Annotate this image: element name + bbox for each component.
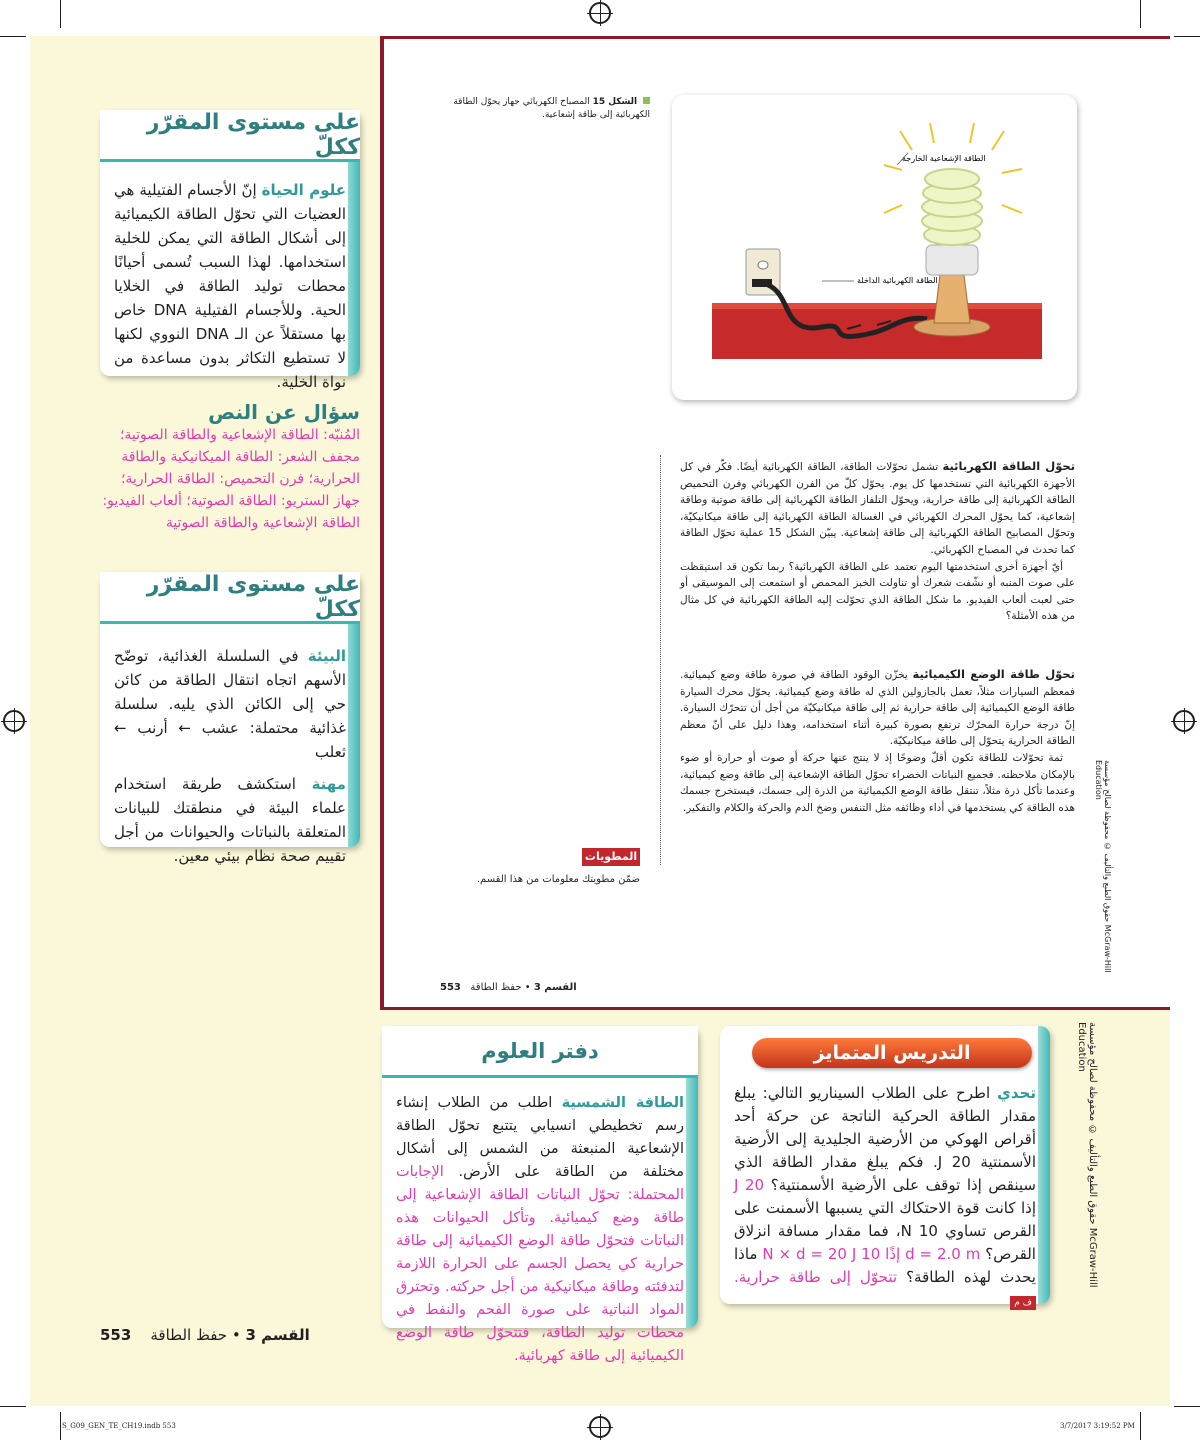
teacher-page-footer: القسم 3 • حفظ الطاقة 553 [100, 1326, 310, 1344]
keyword-life-sciences: علوم الحياة [261, 181, 346, 199]
section-title: حفظ الطاقة [150, 1326, 228, 1344]
differentiated-instruction-title: التدريس المتمايز [752, 1038, 1032, 1068]
question-about-text [100, 400, 360, 534]
answer-text: d = 2.0 m إذًا 10 N × d = 20 J [762, 1245, 981, 1263]
box-header [100, 110, 360, 162]
box-text: ماذا يحدث لهذه الطاقة؟ [734, 1245, 1036, 1286]
section-paragraph: يخزّن الوقود الطاقة في صورة طاقة وضع كيميائية. فمعظم السيارات مثلاً، تعمل بالجازولين الذي له طاقة وضع كيميائية. يحوّل محرك السيارة طاقة الوضع الكيميائية إلى طاقة حرارية ثم إلى طاقة ميكانيكيّة من أجل أن تتحرّك السيارة. إنّ درجة حرارة المحرّك ترتفع بصورة كبيرة أثناء استخدامه، وهذا دليل على أنّ معظم الطاقة الحرارية يتحوّل إلى طاقة ميكانيكيّة. [680, 669, 1075, 748]
box-title: على مستوى المقرّر ككلّ [146, 571, 360, 622]
keyword-environment: البيئة [307, 647, 346, 665]
section-electrical-energy [680, 458, 1075, 625]
column-divider [660, 455, 661, 865]
box-body [114, 644, 346, 868]
section-paragraph: أيّ أجهزة أخرى استخدمتها اليوم تعتمد على الطاقة الكهربائية؟ ربما تكون قد استيقظت على صوت المنبه أو نشّفت شعرك أو تناولت الخبز المحمص أو استمعت إلى الموسيقى أو حتى لعبت ألعاب الفيديو. ما شكل الطاقة الذي تحوّلت إليه الطاقة الكهربائية في كل مثال من هذه الأمثلة؟ [680, 560, 1075, 623]
section-number: القسم 3 [245, 1326, 310, 1344]
foldables-tag: المطويات [582, 848, 640, 866]
crop-mark [1174, 1406, 1200, 1407]
publisher-credit: حقوق الطبع والتأليف © محفوظة لصالح مؤسسة McGraw-Hill Education [1076, 1022, 1098, 1288]
answer-text: 20 J [734, 1176, 765, 1194]
section-number: القسم 3 [533, 982, 577, 993]
keyword-career: مهنة [311, 775, 346, 793]
slug-timestamp: 3/7/2017 3:19:52 PM [1060, 1422, 1135, 1430]
label-electric-in: الطاقة الكهربائية الداخلة [857, 276, 938, 285]
bullet-square-icon [643, 97, 650, 104]
box-title: على مستوى المقرّر ككلّ [146, 109, 360, 160]
page-number: 553 [100, 1326, 132, 1344]
whole-course-box [100, 571, 360, 865]
page-number: 553 [440, 982, 461, 993]
section-heading: تحوّل طاقة الوضع الكيميائية [912, 667, 1075, 681]
section-chemical-energy [680, 666, 1075, 816]
keyword-challenge: تحدي [997, 1084, 1036, 1102]
science-notebook-box [382, 1026, 698, 1364]
section-heading: تحوّل الطاقة الكهربائية [942, 459, 1076, 473]
level-badge: ف م [1010, 1296, 1036, 1310]
foldables-text: ضمّن مطويتك معلومات من هذا القسم. [476, 874, 640, 885]
question-answer: المُنبّه: الطاقة الإشعاعية والطاقة الصوتية؛ مجفف الشعر: الطاقة الميكانيكية والطاقة الحرارية؛ فرن التحميص: الطاقة الحرارية؛ جهاز الستريو: الطاقة الصوتية؛ ألعاب الفيديو: الطاقة الإشعاعية والطاقة الصوتية [102, 427, 360, 531]
question-title: سؤال عن النص [208, 400, 360, 424]
figure-caption-text: المصباح الكهربائي جهاز يحوّل الطاقة الكهربائية إلى طاقة إشعاعية. [453, 97, 650, 120]
light-bulb-figure [672, 95, 1077, 400]
lamp-stand [934, 275, 970, 323]
answer-text: تتحوّل إلى طاقة حرارية. [734, 1268, 898, 1286]
registration-mark-icon [1173, 710, 1195, 732]
crop-mark [1174, 36, 1200, 37]
box-text: إنّ الأجسام الفتيلية هي العضيات التي تحوّل الطاقة الكيميائية إلى أشكال الطاقة التي يمكن للخلية استخدامها. لهذا السبب تُسمى أحيانًا محطات توليد الطاقة في الخلايا الحية. وللأجسام الفتيلية DNA خاص بها مستقلاً عن الـ DNA النووي لكنها لا تستطيع التكاثر بدون مساعدة من نواة الخلية. [114, 181, 346, 391]
crop-mark [1140, 1412, 1141, 1440]
keyword-solar-energy: الطاقة الشمسية [561, 1095, 684, 1111]
box-header [382, 1026, 698, 1078]
box-body [396, 1092, 684, 1368]
box-text: اطلب من الطلاب إنشاء رسم تخطيطي انسيابي يتتبع تحوّل الطاقة الإشعاعية المنبعثة من الشمس إلى أشكال مختلفة من الطاقة على الأرض. [396, 1095, 684, 1180]
publisher-credit: حقوق الطبع والتأليف © محفوظة لصالح مؤسسة McGraw-Hill Education [1094, 760, 1112, 973]
figure-caption [440, 96, 650, 122]
section-paragraph: تشمل تحوّلات الطاقة، الطاقة الكهربائية أيضًا. فكّر في كل الأجهزة الكهربائية التي تستخدمها كل يوم. يحوّل كلّ من الفرن الكهربائي وفرن التحميص الطاقة الكهربائية إلى طاقة حرارية، ويحوّل التلفاز الطاقة الكهربائية إلى طاقة صوتية وطاقة إشعاعية، كما يحوّل المحرك الكهربائي في الغسالة الطاقة الكهربائية إلى طاقة ميكانيكيّة، وتحوّل المصابيح الطاقة الكهربائية إلى طاقة إشعاعية. يبيّن الشكل 15 عملية تحوّل الطاقة كما تحدث في المصباح الكهربائي. [680, 461, 1075, 556]
box-body [114, 178, 346, 394]
crop-mark [60, 1412, 61, 1440]
box-text: إذا كانت قوة الاحتكاك التي يسببها الأسمنت على القرص تساوي N 10، فما مقدار مسافة انزلاق القرص؟ [734, 1199, 1037, 1263]
box-text: استكشف طريقة استخدام علماء البيئة في منطقتك للبيانات المتعلقة بالنباتات والحيوانات من أجل تقييم صحة نظام بيئي معين. [114, 775, 346, 865]
registration-mark-icon [589, 1416, 611, 1438]
box-body [734, 1082, 1036, 1312]
section-title: حفظ الطاقة [470, 982, 522, 993]
whole-course-box [100, 109, 360, 391]
registration-mark-icon [589, 2, 611, 24]
slug-filename: S_G09_GEN_TE_CH19.indb 553 [62, 1422, 176, 1430]
cfl-bulb-icon [922, 169, 982, 245]
box-accent [1038, 1026, 1050, 1304]
table-edge [712, 303, 1042, 309]
box-text: في السلسلة الغذائية، توضّح الأسهم اتجاه انتقال الطاقة من كائن حي إلى الكائن الذي يليه. سلسلة غذائية محتملة: عشب ← أرنب ← ثعلب [114, 647, 346, 761]
bulb-socket [926, 245, 978, 275]
section-paragraph: ثمة تحوّلات للطاقة تكون أقلّ وضوحًا إذ لا ينتج عنها حركة أو صوت أو حرارة أو ضوء بالإمكان ملاحظته. فجميع النباتات الخضراء تحوّل الطاقة الإشعاعية إلى طاقة وضع كيميائية، وعندما تأكل ذرة مثلاً، تنتقل طاقة الوضع الكيميائية من الذرة إلى جسمك، فيستخرج جسمك هذه الطاقة كي يستخدمها في أداء وظائفه مثل التنفس وضخ الدم والحركة والكلام والتفكير. [680, 751, 1075, 814]
page-footer: القسم 3 • حفظ الطاقة 553 [440, 982, 577, 993]
crop-mark [0, 36, 26, 37]
crop-mark [1140, 0, 1141, 28]
answer-text: الإجابات المحتملة: تحوّل النباتات الطاقة الإشعاعية إلى طاقة وضع كيميائية. وتأكل الحيوانات هذه النباتات فتحوّل طاقة الوضع الكيميائية إلى طاقة حرارية كي يحصل الجسم على الحرارة اللازمة لتدفئته وطاقة ميكانيكية من أجل حركته. وتحترق المواد النباتية على صورة الفحم والنفط في محطات توليد الطاقة، فتتحوّل طاقة الوضع الكيميائية إلى طاقة كهربائية. [396, 1164, 684, 1364]
figure-label: الشكل 15 [592, 97, 638, 107]
light-bulb-illustration [672, 95, 1077, 400]
registration-mark-icon [3, 710, 25, 732]
box-header [100, 572, 360, 624]
label-radiant-out: الطاقة الإشعاعية الخارجة [902, 154, 986, 163]
crop-mark [60, 0, 61, 28]
box-text: اطرح على الطلاب السيناريو التالي: يبلغ مقدار الطاقة الحركية الناتجة عن حركة أحد أقراص الهوكي من الأرضية الجليدية إلى الأرضية الأسمنتية J 20. فكم يبلغ مقدار الطاقة الذي سينقص إذا توقف على الأرضية الأسمنتية؟ [734, 1084, 1036, 1194]
crop-mark [0, 1406, 26, 1407]
box-title: دفتر العلوم [481, 1038, 599, 1063]
